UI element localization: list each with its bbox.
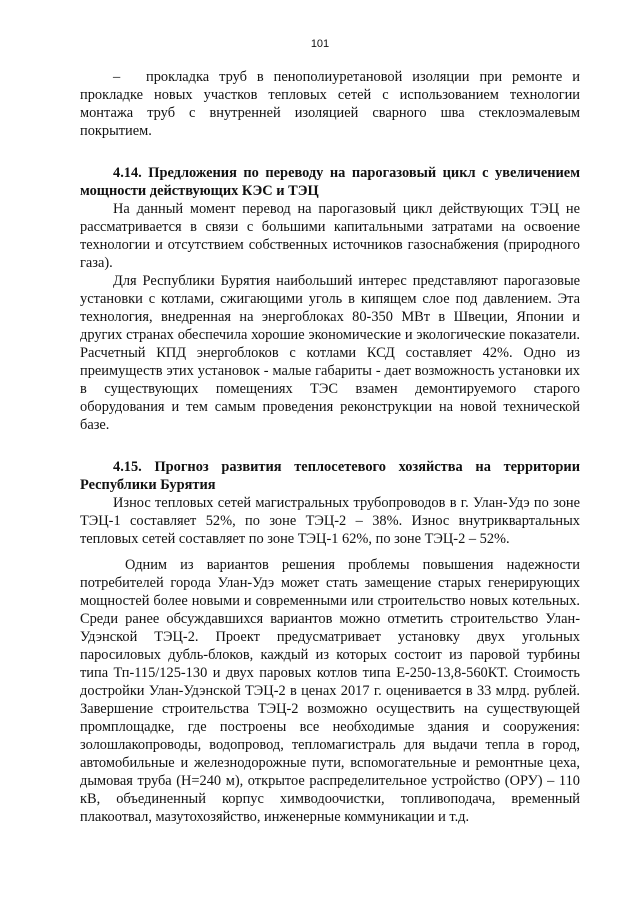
intro-list-item — [80, 68, 580, 140]
section-415-paragraph-1: Износ тепловых сетей магистральных трубопроводов в г. Улан-Удэ по зоне ТЭЦ-1 составляет 52%, по зоне ТЭЦ-2 – 38%. Износ внутриквартальных тепловых сетей составляет по зоне ТЭЦ-1 62%, по зоне ТЭЦ-2 – 52%. — [80, 495, 580, 547]
section-414-paragraph-2: Для Республики Бурятия наибольший интерес представляют парогазовые установки с котлами, сжигающими уголь в кипящем слое под давлением. Эта технология, внедренная на энергоблоках 80-350 МВт в Швеции, Японии и других странах обеспечила хорошие экономические и экологические показатели. Расчетный КПД энергоблоков с котлами КСД составляет 42%. Одно из преимуществ этих установок - малые габариты - дает возможность установки их в существующих помещениях ТЭС взамен демонтируемого старого оборудования и тем самым проведения реконструкции на новой технической базе. — [80, 273, 580, 433]
page-number: 101 — [310, 38, 330, 50]
section-415-heading: 4.15. Прогноз развития теплосетевого хозяйства на территории Республики Бурятия — [80, 459, 580, 493]
list-dash: – — [113, 69, 121, 85]
section-415-paragraph-2: Одним из вариантов решения проблемы повышения надежности потребителей города Улан-Удэ может стать замещение старых генерирующих мощностей более новыми и современными или строительство новых котельных. Среди ранее обсуждавшихся вариантов можно отметить строительство Улан-Удэнской ТЭЦ-2. Проект предусматривает установку двух угольных паросиловых дубль-блоков, каждый из которых состоит из паровой турбины типа Тп-115/125-130 и двух паровых котлов типа Е-250-13,8-560КТ. Стоимость достройки Улан-Удэнской ТЭЦ-2 в ценах 2017 г. оценивается в 33 млрд. рублей. Завершение строительства ТЭЦ-2 возможно осуществить на существующей промплощадке, где построены все необходимые здания и сооружения: золошлакопроводы, водопровод, тепломагистраль для выдачи тепла в город, автомобильные и железнодорожные пути, вспомогательные и ремонтные цеха, дымовая труба (Н=240 м), открытое распределительное устройство (ОРУ) – 110 кВ, объединенный корпус химводоочистки, топливоподача, временный плакоотвал, мазутохозяйство, инженерные коммуникации и т.д. — [80, 557, 580, 825]
section-414-paragraph-1: На данный момент перевод на парогазовый цикл действующих ТЭЦ не рассматривается в связи с большими капитальными затратами на освоение технологии и отсутствием собственных источников газоснабжения (природного газа). — [80, 201, 580, 271]
section-414-heading: 4.14. Предложения по переводу на парогазовый цикл с увеличением мощности действующих КЭС и ТЭЦ — [80, 165, 580, 199]
page-content — [80, 68, 580, 826]
intro-list-text: прокладка труб в пенополиуретановой изоляции при ремонте и прокладке новых участков тепловых сетей с использованием технологии монтажа труб с внутренней изоляцией сварного шва стеклоэмалевым покрытием. — [80, 69, 580, 139]
